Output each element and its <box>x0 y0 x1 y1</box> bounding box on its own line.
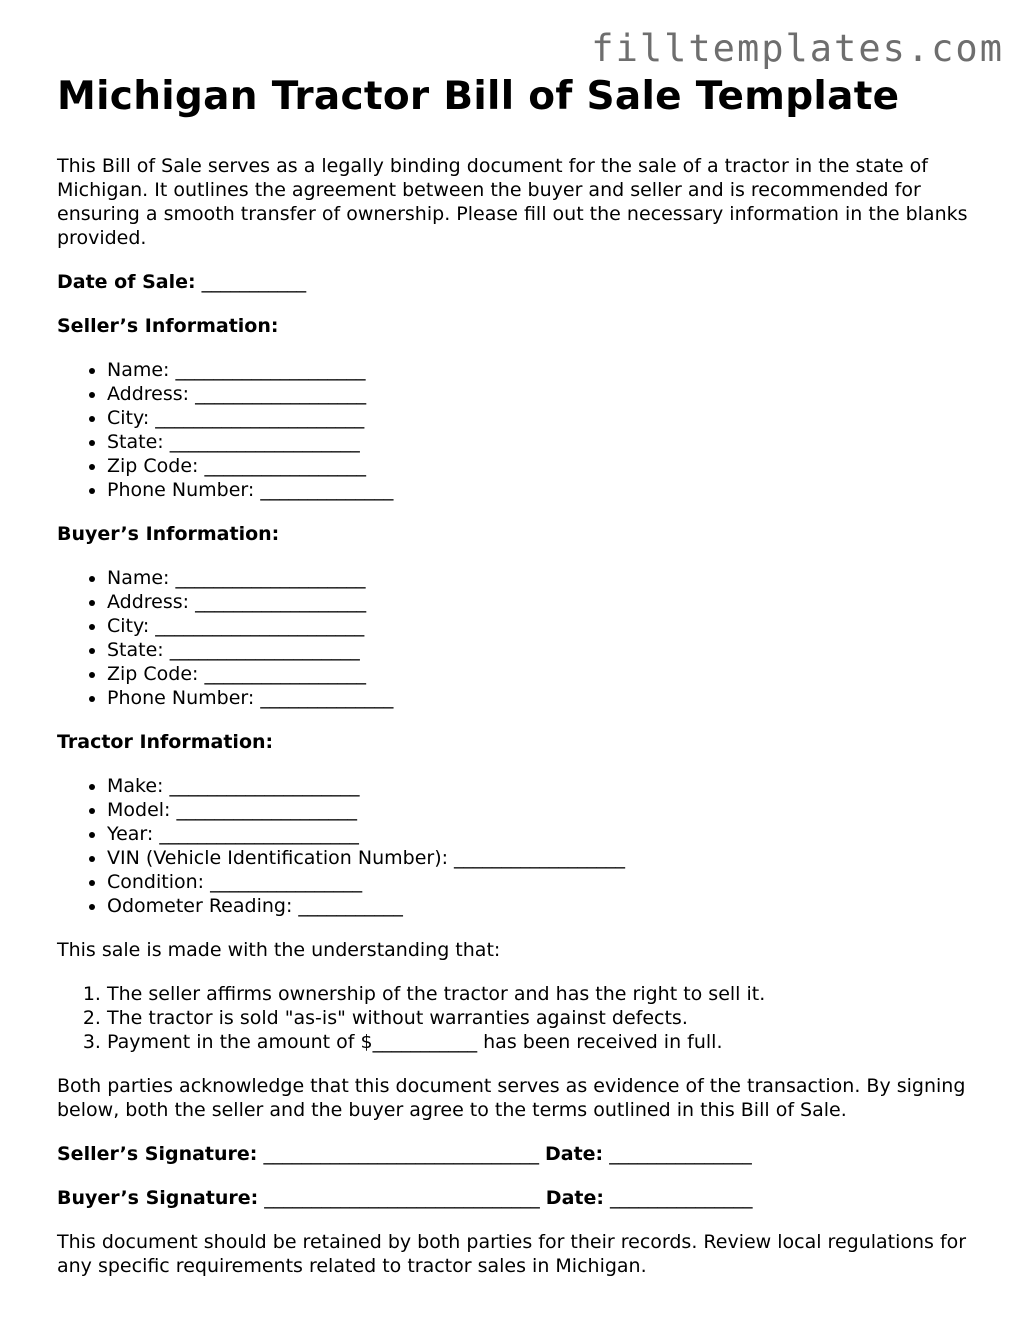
acknowledgment-paragraph: Both parties acknowledge that this document serves as evidence of the transaction. By signing below, both the seller and the buyer agree to the terms outlined in this Bill of Sale. <box>57 1075 966 1121</box>
seller-name-field: • Name: ____________________ <box>107 358 987 382</box>
buyer-signature-blank: _____________________________ <box>258 1187 546 1209</box>
intro-paragraph: This Bill of Sale serves as a legally binding document for the sale of a tractor in the state of Michigan. It outlines the agreement between the buyer and seller and is recommended for ensuring a smooth transfer of ownership. Please fill out the necessary information in the blanks provided. <box>57 155 968 249</box>
tractor-vin-field: • VIN (Vehicle Identification Number): __________________ <box>107 846 987 870</box>
buyer-fields-list <box>57 566 987 710</box>
understanding-intro: This sale is made with the understanding that: <box>57 939 501 961</box>
buyer-phone-field: • Phone Number: ______________ <box>107 686 987 710</box>
buyer-state-field: • State: ____________________ <box>107 638 987 662</box>
term-payment: 3. Payment in the amount of $___________ has been received in full. <box>107 1030 987 1054</box>
buyer-city-field: • City: ______________________ <box>107 614 987 638</box>
buyer-heading: Buyer’s Information: <box>57 523 280 545</box>
watermark-logo: filltemplates.com <box>591 27 1004 70</box>
seller-city-field: • City: ______________________ <box>107 406 987 430</box>
tractor-heading: Tractor Information: <box>57 731 274 753</box>
buyer-zip-field: • Zip Code: _________________ <box>107 662 987 686</box>
seller-signature-row <box>57 1142 987 1166</box>
seller-fields-list <box>57 358 987 502</box>
buyer-date-blank: _______________ <box>603 1187 753 1209</box>
term-ownership: 1. The seller affirms ownership of the tractor and has the right to sell it. <box>107 982 987 1006</box>
seller-signature-label: Seller’s Signature: <box>57 1143 258 1165</box>
page-title: Michigan Tractor Bill of Sale Template <box>57 74 900 119</box>
date-of-sale-blank: ___________ <box>201 271 307 293</box>
seller-phone-field: • Phone Number: ______________ <box>107 478 987 502</box>
tractor-odometer-field: • Odometer Reading: ___________ <box>107 894 987 918</box>
terms-list <box>57 982 987 1054</box>
buyer-signature-label: Buyer’s Signature: <box>57 1187 259 1209</box>
tractor-year-field: • Year: _____________________ <box>107 822 987 846</box>
seller-zip-field: • Zip Code: _________________ <box>107 454 987 478</box>
date-of-sale-row <box>57 270 987 294</box>
seller-address-field: • Address: __________________ <box>107 382 987 406</box>
seller-date-blank: _______________ <box>603 1143 752 1165</box>
seller-date-label: Date: <box>545 1143 604 1165</box>
tractor-model-field: • Model: ___________________ <box>107 798 987 822</box>
date-of-sale-label: Date of Sale: <box>57 271 196 293</box>
term-as-is: 2. The tractor is sold "as-is" without warranties against defects. <box>107 1006 987 1030</box>
closing-paragraph: This document should be retained by both parties for their records. Review local regulations for any specific requirements related to tractor sales in Michigan. <box>57 1231 967 1277</box>
seller-state-field: • State: ____________________ <box>107 430 987 454</box>
tractor-fields-list <box>57 774 987 918</box>
buyer-date-label: Date: <box>545 1187 604 1209</box>
buyer-address-field: • Address: __________________ <box>107 590 987 614</box>
tractor-make-field: • Make: ____________________ <box>107 774 987 798</box>
tractor-condition-field: • Condition: ________________ <box>107 870 987 894</box>
seller-heading: Seller’s Information: <box>57 315 279 337</box>
document-page <box>57 72 987 1298</box>
seller-signature-blank: _____________________________ <box>257 1143 545 1165</box>
buyer-name-field: • Name: ____________________ <box>107 566 987 590</box>
buyer-signature-row <box>57 1186 987 1210</box>
